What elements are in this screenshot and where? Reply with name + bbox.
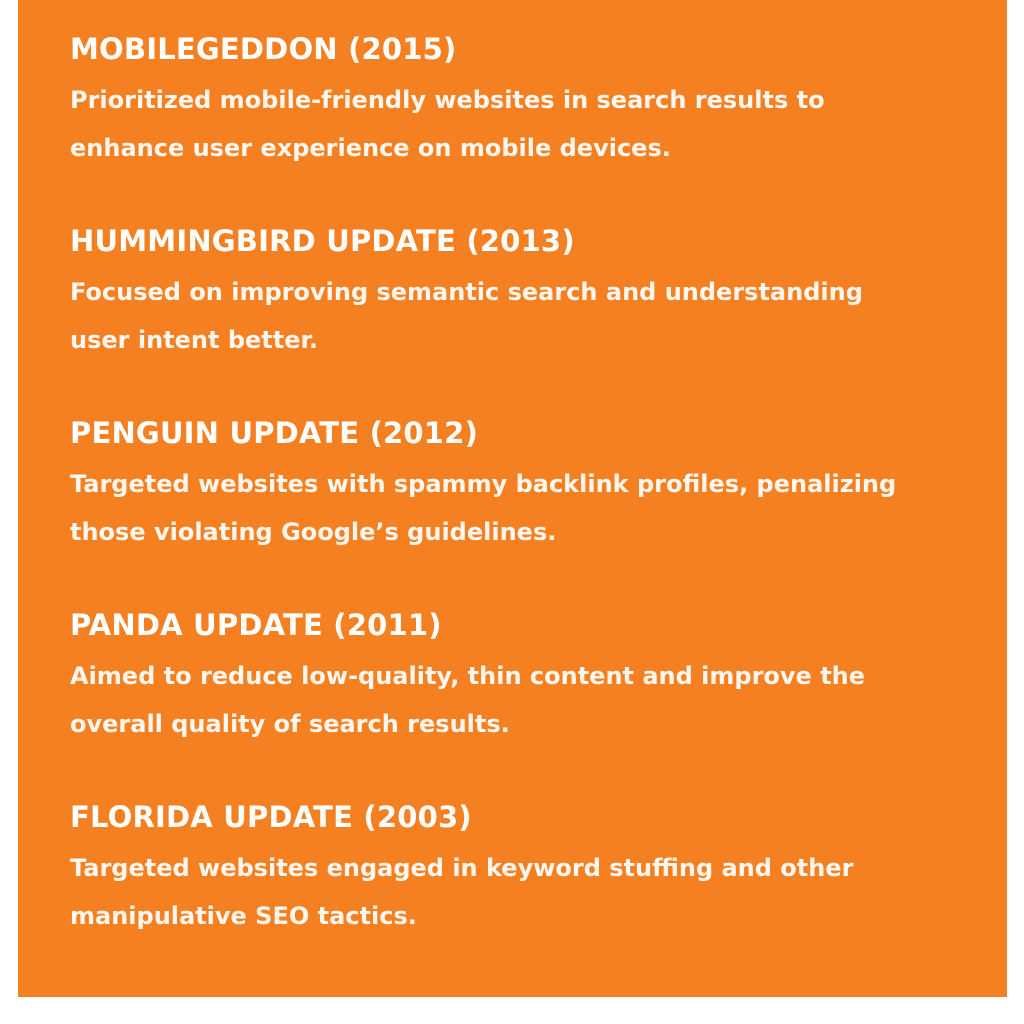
update-description-line: Prioritized mobile-friendly websites in search results to <box>70 86 825 114</box>
update-description-line: Targeted websites with spammy backlink profiles, penalizing <box>70 470 897 498</box>
update-description-line: enhance user experience on mobile devices. <box>70 134 671 162</box>
update-entry-penguin <box>70 412 1007 556</box>
update-title: MOBILEGEDDON (2015) <box>70 32 457 66</box>
updates-panel <box>18 0 1007 997</box>
update-title: PANDA UPDATE (2011) <box>70 608 442 642</box>
update-description-line: those violating Google’s guidelines. <box>70 518 557 546</box>
update-description-line: Focused on improving semantic search and understanding <box>70 278 863 306</box>
update-description-line: Targeted websites engaged in keyword stuffing and other <box>70 854 854 882</box>
update-description-line: overall quality of search results. <box>70 710 510 738</box>
update-description-line: Aimed to reduce low-quality, thin content and improve the <box>70 662 866 690</box>
update-entry-florida <box>70 796 1007 940</box>
update-description <box>70 76 970 172</box>
update-title: HUMMINGBIRD UPDATE (2013) <box>70 224 575 258</box>
update-description <box>70 268 970 364</box>
update-entry-panda <box>70 604 1007 748</box>
update-title: FLORIDA UPDATE (2003) <box>70 800 472 834</box>
update-description-line: manipulative SEO tactics. <box>70 902 417 930</box>
update-description-line: user intent better. <box>70 326 319 354</box>
update-description <box>70 844 970 940</box>
update-description <box>70 652 970 748</box>
update-entry-mobilegeddon <box>70 28 1007 172</box>
update-entry-hummingbird <box>70 220 1007 364</box>
update-description <box>70 460 970 556</box>
update-title: PENGUIN UPDATE (2012) <box>70 416 479 450</box>
